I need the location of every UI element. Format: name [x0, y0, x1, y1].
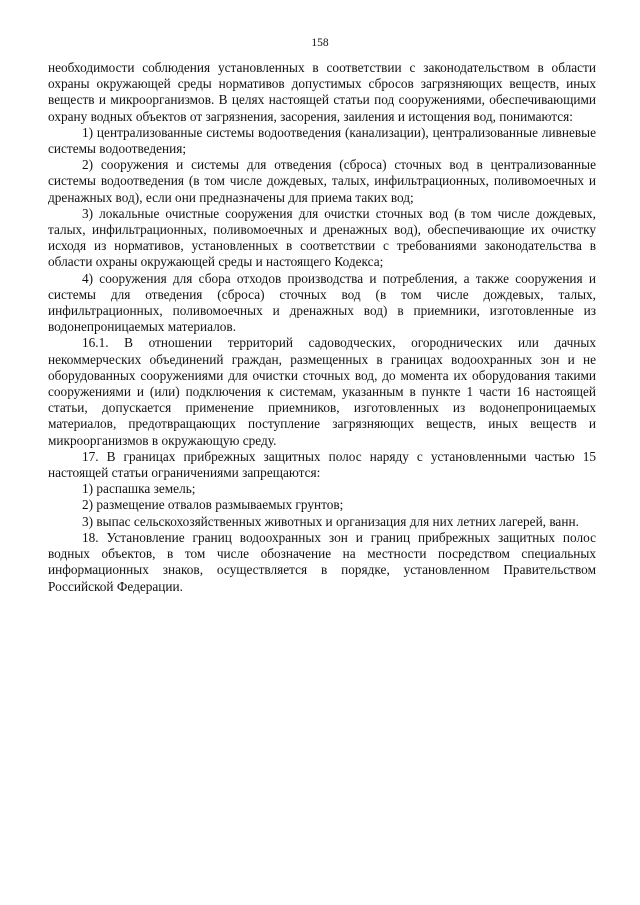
- paragraph-16-1: 16.1. В отношении территорий садоводческих, огороднических или дачных некоммерческих объединений граждан, размещенных в границах водоохранных зон и не оборудованных сооружениями для очистки сточных вод, до момента их оборудования такими сооружениями и (или) подключения к системам, указанным в пункте 1 части 16 настоящей статьи, допускается применение приемников, изготовленных из водонепроницаемых материалов, предотвращающих поступление загрязняющих веществ, иных веществ и микроорганизмов в окружающую среду.: [48, 335, 596, 448]
- list-item-2: 2) сооружения и системы для отведения (сброса) сточных вод в централизованные системы водоотведения (в том числе дождевых, талых, инфильтрационных, поливомоечных и дренажных вод), если они предназначены для приема таких вод;: [48, 157, 596, 205]
- paragraph-continuation: необходимости соблюдения установленных в соответствии с законодательством в области охраны окружающей среды нормативов допустимых сбросов загрязняющих веществ, иных веществ и микроорганизмов. В целях настоящей статьи под сооружениями, обеспечивающими охрану водных объектов от загрязнения, засорения, заиления и истощения вод, понимаются:: [48, 60, 596, 124]
- paragraph-18: 18. Установление границ водоохранных зон и границ прибрежных защитных полос водных объектов, в том числе обозначение на местности посредством специальных информационных знаков, осуществляется в порядке, установленном Правительством Российской Федерации.: [48, 529, 596, 594]
- list-item-17-1: 1) распашка земель;: [82, 481, 196, 497]
- list-item-17-3: 3) выпас сельскохозяйственных животных и организация для них летних лагерей, ванн.: [82, 513, 579, 529]
- list-item-1: 1) централизованные системы водоотведения (канализации), централизованные ливневые системы водоотведения;: [48, 124, 596, 157]
- document-body: [48, 60, 596, 595]
- paragraph-17: 17. В границах прибрежных защитных полос наряду с установленными частью 15 настоящей статьи ограничениями запрещаются:: [48, 448, 596, 481]
- list-item-17-2: 2) размещение отвалов размываемых грунтов;: [82, 497, 344, 513]
- list-item-3: 3) локальные очистные сооружения для очистки сточных вод (в том числе дождевых, талых, инфильтрационных, поливомоечных и дренажных вод), обеспечивающие их очистку исходя из нормативов, установленных в соответствии с требованиями законодательства в области охраны окружающей среды и настоящего Кодекса;: [48, 205, 596, 270]
- page-number: 158: [311, 37, 329, 49]
- list-item-4: 4) сооружения для сбора отходов производства и потребления, а также сооружения и системы для отведения (сброса) сточных вод (в том числе дождевых, талых, инфильтрационных, поливомоечных и дренажных вод) в приемники, изготовленные из водонепроницаемых материалов.: [48, 270, 596, 335]
